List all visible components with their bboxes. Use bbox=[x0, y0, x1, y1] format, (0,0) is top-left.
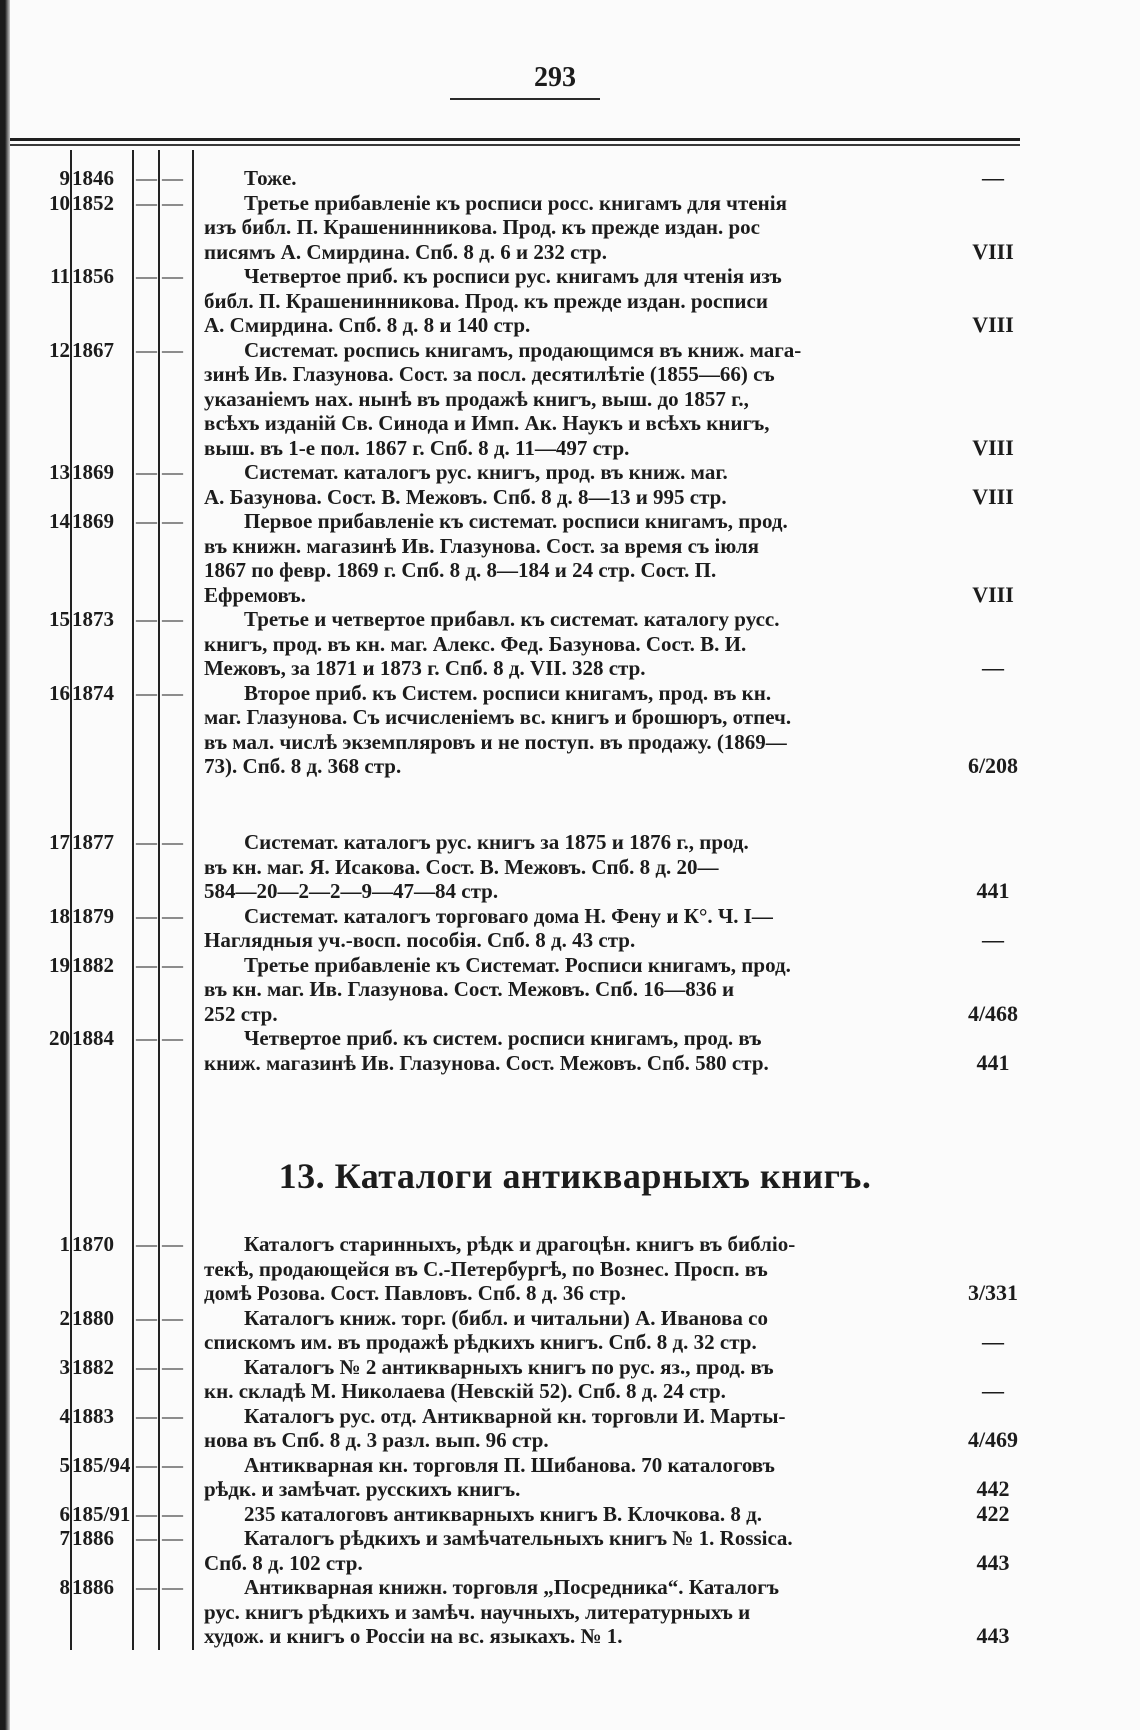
entry-dash: — bbox=[162, 830, 183, 854]
entry-number: 19 bbox=[49, 952, 70, 977]
entry-description-line: 252 стр. bbox=[204, 1001, 278, 1026]
entry-number: 11 bbox=[50, 264, 70, 288]
entry-dash: — bbox=[162, 1403, 183, 1428]
entry-dash: — bbox=[162, 337, 183, 362]
entry-number: 17 bbox=[49, 830, 70, 854]
entry-description bbox=[204, 1026, 942, 1075]
entry-description-line: Системат. каталогъ торговаго дома Н. Фену и К°. Ч. I— bbox=[244, 903, 773, 928]
entry-description bbox=[204, 1502, 942, 1527]
entry-dash: — bbox=[136, 1305, 157, 1330]
entry-description-line: Наглядныя уч.-восп. пособія. Спб. 8 д. 43 стр. bbox=[204, 928, 636, 952]
entry-dash: — bbox=[162, 509, 183, 533]
entry-description-line: Четвертое приб. къ росписи рус. книгамъ для чтенія изъ bbox=[244, 264, 782, 288]
entry-description bbox=[204, 1404, 942, 1453]
entry-number: 18 bbox=[49, 903, 70, 928]
entry-description-line: Каталогъ № 2 антикварныхъ книгъ по рус. яз., прод. въ bbox=[244, 1354, 774, 1379]
entry-number: 2 bbox=[59, 1305, 70, 1330]
entry-description-line: Антикварная кн. торговля П. Шибанова. 70 каталоговъ bbox=[244, 1452, 775, 1477]
entry-dash: — bbox=[136, 1452, 157, 1477]
entry-reference: 441 bbox=[976, 1049, 1010, 1075]
entry-reference: — bbox=[982, 655, 1004, 680]
entry-reference: 443 bbox=[976, 1623, 1010, 1648]
entry-number: 6 bbox=[59, 1501, 70, 1526]
entry-description-line: 584—20—2—2—9—47—84 стр. bbox=[204, 879, 499, 903]
entry-reference: VIII bbox=[972, 434, 1014, 460]
entry-dash: — bbox=[136, 1575, 157, 1599]
entry-dash: — bbox=[136, 952, 157, 977]
entry-description-line: Каталогъ рѣдкихъ и замѣчательныхъ книгъ № 1. Rossica. bbox=[244, 1526, 793, 1550]
entry-description-line: Антикварная книжн. торговля „Посредника“. Каталогъ bbox=[244, 1575, 780, 1599]
entry-dash: — bbox=[136, 607, 157, 631]
entry-reference: 4/468 bbox=[967, 1000, 1019, 1026]
entry-reference: — bbox=[982, 1329, 1004, 1354]
entry-dash: — bbox=[136, 190, 157, 215]
entry-number: 9 bbox=[59, 166, 70, 190]
entry-reference: VIII bbox=[972, 581, 1014, 607]
entry-description-line: А. Смирдина. Спб. 8 д. 8 и 140 стр. bbox=[204, 313, 531, 337]
entry-description bbox=[204, 607, 942, 681]
entry-number: 1 bbox=[59, 1232, 70, 1256]
entry-description-line: рѣдк. и замѣчат. русскихъ книгъ. bbox=[204, 1477, 521, 1501]
entry-dash: — bbox=[136, 1501, 157, 1526]
entry-description-line: Второе приб. къ Систем. росписи книгамъ, прод. въ кн. bbox=[244, 680, 772, 705]
entry-description-line: Системат. роспись книгамъ, продающимся въ книж. мага- bbox=[244, 337, 802, 362]
entry-description-line: изъ библ. П. Крашенинникова. Прод. къ прежде издан. рос bbox=[204, 215, 760, 239]
entry-description-line: книж. магазинѣ Ив. Глазунова. Сост. Межовъ. Спб. 580 стр. bbox=[204, 1050, 769, 1075]
entry-description-line: указаніемъ нах. нынѣ въ продажѣ книгъ, выш. до 1857 г., bbox=[204, 386, 749, 411]
entry-dash: — bbox=[162, 1305, 183, 1330]
entry-reference: — bbox=[982, 927, 1004, 952]
entry-year: 1873 bbox=[72, 607, 114, 631]
entry-dash: — bbox=[162, 460, 183, 484]
entry-description-line: въ кн. маг. Ив. Глазунова. Сост. Межовъ. Спб. 16—836 и bbox=[204, 977, 735, 1001]
entry-dash: — bbox=[136, 264, 157, 288]
entry-year: 1882 bbox=[72, 952, 114, 977]
entry-number: 10 bbox=[49, 190, 70, 215]
entry-description-line: въ мал. числѣ экземпляровъ и не поступ. въ продажу. (1869— bbox=[204, 729, 787, 754]
entry-dash: — bbox=[136, 1232, 157, 1256]
entry-description-line: Четвертое приб. къ систем. росписи книгамъ, прод. въ bbox=[244, 1026, 762, 1050]
entry-reference: 4/469 bbox=[967, 1427, 1019, 1452]
entry-reference: 6/208 bbox=[967, 753, 1019, 778]
entry-dash: — bbox=[136, 1354, 157, 1379]
entry-year: 1879 bbox=[72, 903, 114, 928]
entry-description-line: выш. въ 1-е пол. 1867 г. Спб. 8 д. 11—497 стр. bbox=[204, 435, 630, 460]
entry-description bbox=[204, 1355, 942, 1404]
entry-dash: — bbox=[136, 1026, 157, 1050]
entry-dash: — bbox=[162, 1026, 183, 1050]
entry-dash: — bbox=[136, 830, 157, 854]
entry-description-line: писямъ А. Смирдина. Спб. 8 д. 6 и 232 стр. bbox=[204, 239, 607, 264]
entry-year: 1880 bbox=[72, 1305, 114, 1330]
entry-reference: 441 bbox=[976, 878, 1010, 903]
entry-dash: — bbox=[136, 460, 157, 484]
entry-description-line: Тоже. bbox=[244, 166, 297, 190]
page-number: 293 bbox=[534, 62, 576, 93]
entry-description bbox=[204, 681, 942, 779]
entry-description-line: Третье прибавленіе къ росписи росс. книгамъ для чтенія bbox=[244, 190, 787, 215]
entry-year: 1869 bbox=[72, 460, 114, 484]
entry-description bbox=[204, 338, 942, 461]
entry-description-line: худож. и книгъ о Россіи на вс. языкахъ. № 1. bbox=[204, 1624, 623, 1648]
entry-description-line: 235 каталоговъ антикварныхъ книгъ В. Клочкова. 8 д. bbox=[244, 1501, 763, 1526]
entry-reference: VIII bbox=[972, 312, 1014, 337]
entry-dash: — bbox=[136, 1526, 157, 1550]
entry-number: 5 bbox=[59, 1452, 70, 1477]
entry-reference: 422 bbox=[976, 1500, 1010, 1526]
entry-description-line: А. Базунова. Сост. В. Межовъ. Спб. 8 д. 8—13 и 995 стр. bbox=[204, 484, 727, 509]
entry-year: 1877 bbox=[72, 830, 114, 854]
entry-year: 1867 bbox=[72, 337, 114, 362]
entry-description-line: спискомъ им. въ продажѣ рѣдкихъ книгъ. Спб. 8 д. 32 стр. bbox=[204, 1330, 757, 1354]
entry-description-line: кн. складѣ М. Николаева (Невскій 52). Спб. 8 д. 24 стр. bbox=[204, 1379, 726, 1403]
entry-reference: 443 bbox=[976, 1549, 1010, 1575]
entry-number: 12 bbox=[49, 337, 70, 362]
entry-dash: — bbox=[162, 166, 183, 190]
entry-description-line: всѣхъ изданій Св. Синода и Имп. Ак. Наукъ и всѣхъ книгъ, bbox=[204, 411, 770, 435]
entry-dash: — bbox=[136, 680, 157, 705]
entry-year: 1869 bbox=[72, 509, 114, 533]
entry-dash: — bbox=[162, 1232, 183, 1256]
entry-description bbox=[204, 953, 942, 1027]
entry-dash: — bbox=[136, 337, 157, 362]
entry-year: 1884 bbox=[72, 1026, 114, 1050]
entry-reference: — bbox=[982, 1378, 1004, 1403]
entry-reference: — bbox=[982, 165, 1004, 190]
entry-description-line: Первое прибавленіе къ системат. росписи книгамъ, прод. bbox=[244, 509, 788, 533]
entry-description-line: библ. П. Крашенинникова. Прод. къ прежде издан. росписи bbox=[204, 288, 768, 313]
entry-description bbox=[204, 509, 942, 607]
section-heading: 13. Каталоги антикварныхъ книгъ. bbox=[278, 1156, 872, 1196]
entry-year: 1856 bbox=[72, 264, 114, 288]
entry-number: 4 bbox=[59, 1403, 70, 1428]
entry-number: 14 bbox=[49, 509, 70, 533]
entry-description bbox=[204, 830, 942, 904]
entry-dash: — bbox=[162, 952, 183, 977]
entry-year: 1846 bbox=[72, 166, 114, 190]
entry-description bbox=[204, 1453, 942, 1502]
entry-year: 1874 bbox=[72, 680, 114, 705]
entry-number: 20 bbox=[49, 1026, 70, 1050]
entry-dash: — bbox=[162, 1575, 183, 1599]
entry-description-line: Системат. каталогъ рус. книгъ за 1875 и 1876 г., прод. bbox=[244, 830, 749, 854]
entry-description-line: Каталогъ книж. торг. (библ. и читальни) А. Иванова со bbox=[244, 1305, 768, 1330]
entry-year: 1852 bbox=[72, 190, 114, 215]
entry-description-line: 1867 по февр. 1869 г. Спб. 8 д. 8—184 и 24 стр. Сост. П. bbox=[204, 558, 717, 582]
entry-dash: — bbox=[162, 903, 183, 928]
entry-description-line: въ кн. маг. Я. Исакова. Сост. В. Межовъ. Спб. 8 д. 20— bbox=[204, 854, 719, 879]
entry-dash: — bbox=[162, 1452, 183, 1477]
entry-description bbox=[204, 1306, 942, 1355]
entry-year: 185/94 bbox=[72, 1452, 131, 1477]
entry-dash: — bbox=[136, 903, 157, 928]
entry-number: 13 bbox=[49, 460, 70, 484]
entry-reference: VIII bbox=[972, 483, 1014, 509]
entry-description-line: Системат. каталогъ рус. книгъ, прод. въ книж. маг. bbox=[244, 460, 728, 484]
entry-dash: — bbox=[162, 680, 183, 705]
entry-number: 8 bbox=[59, 1575, 70, 1599]
entry-description-line: Ефремовъ. bbox=[204, 582, 306, 607]
entry-description bbox=[204, 1575, 942, 1649]
entry-number: 15 bbox=[49, 607, 70, 631]
entry-year: 1882 bbox=[72, 1354, 114, 1379]
entry-dash: — bbox=[162, 264, 183, 288]
entry-reference: VIII bbox=[972, 238, 1014, 264]
entry-description-line: 73). Спб. 8 д. 368 стр. bbox=[204, 754, 402, 778]
entry-dash: — bbox=[162, 190, 183, 215]
entry-year: 1870 bbox=[72, 1232, 114, 1256]
entry-description bbox=[204, 264, 942, 338]
entry-description-line: маг. Глазунова. Съ исчисленіемъ вс. книгъ и брошюръ, отпеч. bbox=[204, 705, 792, 729]
entry-description bbox=[204, 166, 942, 191]
entry-description-line: домѣ Розова. Сост. Павловъ. Спб. 8 д. 36 стр. bbox=[204, 1281, 626, 1305]
entry-dash: — bbox=[162, 1526, 183, 1550]
entry-description-line: Каталогъ рус. отд. Антикварной кн. торговли И. Марты- bbox=[244, 1403, 786, 1428]
entry-description bbox=[204, 1232, 942, 1306]
entry-description bbox=[204, 904, 942, 953]
entry-dash: — bbox=[162, 1354, 183, 1379]
entry-description-line: Третье прибавленіе къ Системат. Росписи книгамъ, прод. bbox=[244, 952, 791, 977]
entry-year: 1883 bbox=[72, 1403, 114, 1428]
entry-description-line: нова въ Спб. 8 д. 3 разл. вып. 96 стр. bbox=[204, 1428, 549, 1452]
entry-dash: — bbox=[136, 1403, 157, 1428]
entry-year: 185/91 bbox=[72, 1501, 131, 1526]
entry-description-line: Каталогъ старинныхъ, рѣдк и драгоцѣн. книгъ въ библіо- bbox=[244, 1232, 796, 1256]
entry-dash: — bbox=[162, 1501, 183, 1526]
entry-description-line: Межовъ, за 1871 и 1873 г. Спб. 8 д. VII. 328 стр. bbox=[204, 656, 646, 680]
entry-description-line: Спб. 8 д. 102 стр. bbox=[204, 1550, 363, 1575]
entry-description-line: Третье и четвертое прибавл. къ системат. каталогу русс. bbox=[244, 607, 780, 631]
entry-description-line: рус. книгъ рѣдкихъ и замѣч. научныхъ, литературныхъ и bbox=[204, 1599, 751, 1624]
entry-number: 16 bbox=[49, 680, 70, 705]
entry-description bbox=[204, 1526, 942, 1575]
entry-dash: — bbox=[136, 166, 157, 190]
entry-number: 7 bbox=[59, 1526, 70, 1550]
entry-year: 1886 bbox=[72, 1526, 114, 1550]
entry-dash: — bbox=[162, 607, 183, 631]
entry-description-line: текѣ, продающейся въ С.-Петербургѣ, по Вознес. Просп. въ bbox=[204, 1256, 768, 1281]
entry-description-line: зинѣ Ив. Глазунова. Сост. за посл. десятилѣтіе (1855—66) съ bbox=[204, 362, 775, 386]
entry-description bbox=[204, 191, 942, 265]
entry-description-line: въ книжн. магазинѣ Ив. Глазунова. Сост. за время съ іюля bbox=[204, 533, 759, 558]
entry-dash: — bbox=[136, 509, 157, 533]
entry-reference: 442 bbox=[976, 1476, 1010, 1501]
entry-year: 1886 bbox=[72, 1575, 114, 1599]
entry-description-line: книгъ, прод. въ кн. маг. Алекс. Фед. Базунова. Сост. В. И. bbox=[204, 631, 747, 656]
entry-reference: 3/331 bbox=[967, 1280, 1019, 1305]
entry-number: 3 bbox=[59, 1354, 70, 1379]
entry-description bbox=[204, 460, 942, 509]
